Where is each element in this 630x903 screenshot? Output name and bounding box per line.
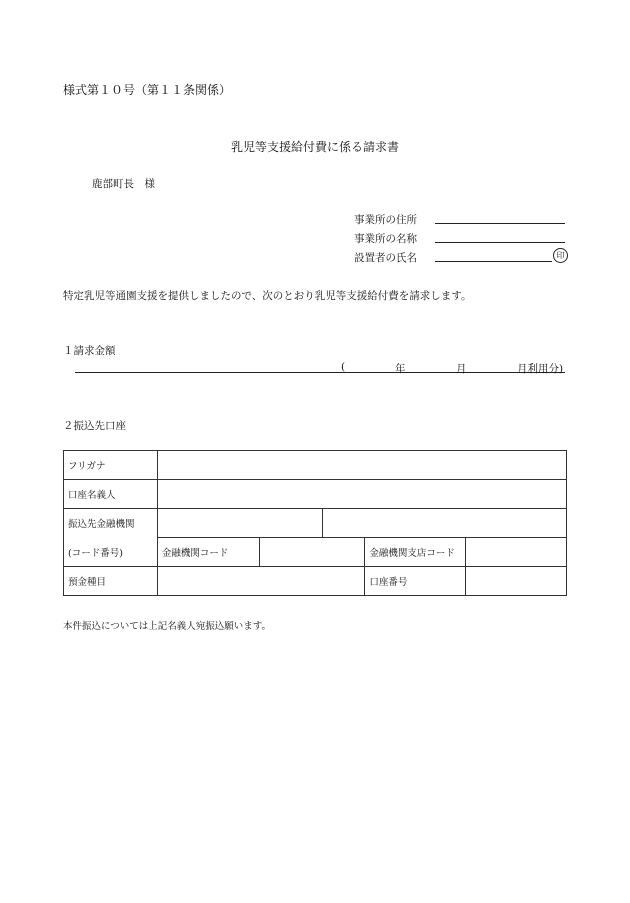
branch-code-label: 金融機関支店コード	[365, 538, 466, 567]
usage-month-suffix: 月利用分)	[517, 363, 564, 375]
addressee: 鹿部町長 様	[92, 178, 155, 190]
request-statement: 特定乳児等通園支援を提供しましたので、次のとおり乳児等支援給付費を請求します。	[63, 290, 472, 302]
bank-account-table	[63, 450, 567, 596]
address-label: 事業所の住所	[354, 214, 417, 226]
section1-heading: １請求金額	[63, 345, 116, 357]
section2-heading: ２振込先口座	[63, 420, 126, 432]
business-name-line[interactable]	[435, 242, 565, 243]
amount-line[interactable]	[75, 372, 565, 373]
deposit-type-label: 預金種目	[64, 567, 158, 596]
footer-note: 本件振込については上記名義人宛振込願います。	[63, 621, 272, 632]
deposit-type-field[interactable]	[157, 567, 365, 596]
furigana-label: フリガナ	[64, 451, 158, 480]
bank-label: 振込先金融機関	[64, 509, 158, 538]
branch-code-field[interactable]	[466, 538, 567, 567]
bank-name-field[interactable]	[157, 509, 323, 538]
table-row	[64, 509, 567, 538]
usage-month-label: 月	[456, 363, 467, 375]
usage-open-paren: (	[341, 361, 346, 373]
seal-mark: 印	[553, 248, 568, 263]
page-title: 乳児等支援給付費に係る請求書	[230, 140, 399, 154]
form-number: 様式第１０号（第１１条関係）	[63, 83, 232, 97]
bank-code-label: 金融機関コード	[157, 538, 259, 567]
table-row	[64, 567, 567, 596]
branch-name-field[interactable]	[323, 509, 567, 538]
account-number-label: 口座番号	[365, 567, 466, 596]
business-name-label: 事業所の名称	[354, 233, 417, 245]
table-row	[64, 451, 567, 480]
founder-name-label: 設置者の氏名	[354, 252, 417, 264]
founder-name-line[interactable]	[435, 261, 552, 262]
account-holder-field[interactable]	[157, 480, 566, 509]
table-row	[64, 538, 567, 567]
table-row	[64, 480, 567, 509]
address-line[interactable]	[435, 223, 565, 224]
account-number-field[interactable]	[466, 567, 567, 596]
code-number-label: (コード番号)	[64, 538, 158, 567]
account-holder-label: 口座名義人	[64, 480, 158, 509]
usage-year-label: 年	[395, 363, 406, 375]
furigana-field[interactable]	[157, 451, 566, 480]
bank-code-field[interactable]	[259, 538, 365, 567]
